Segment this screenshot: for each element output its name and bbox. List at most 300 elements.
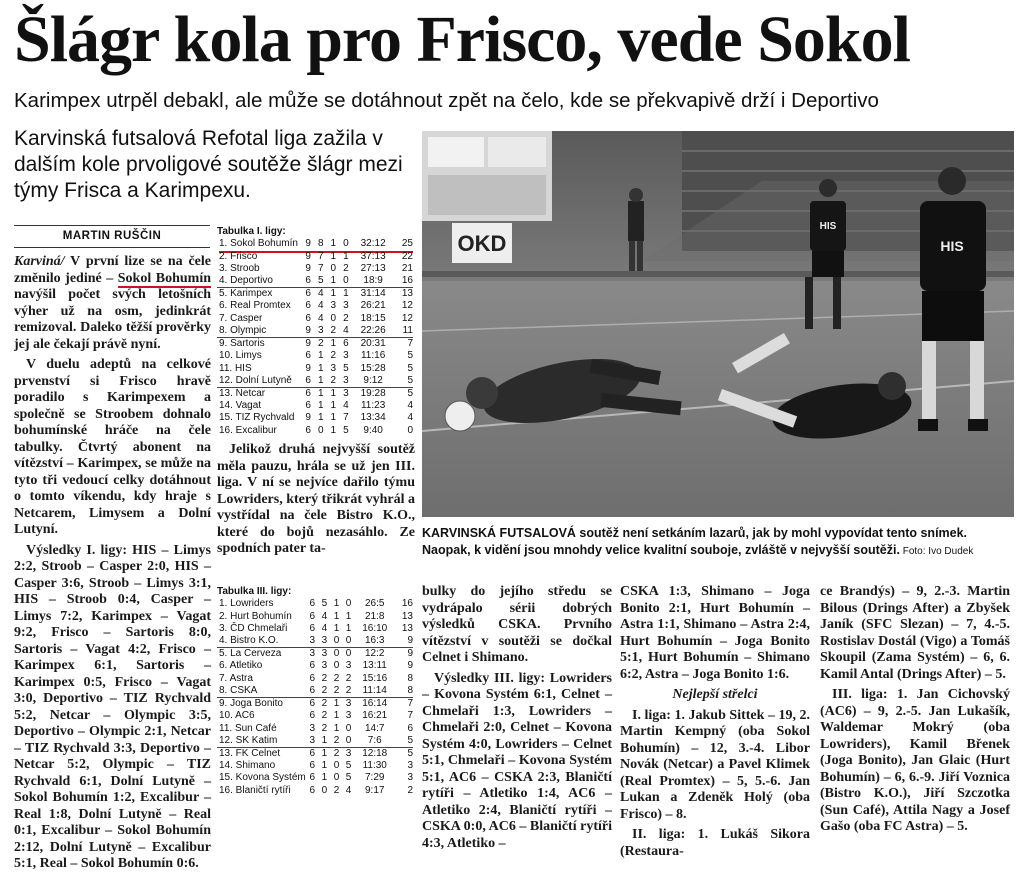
team-name: 5. Karimpex [219,288,273,300]
team-name: 14. Vagat [219,399,262,411]
team-name: 14. Shimano [219,759,276,771]
losses: 3 [340,375,353,388]
played: 6 [305,387,311,399]
draws: 1 [330,412,337,424]
author-byline: MARTIN RUŠČIN [62,230,162,242]
table-row [217,412,413,424]
losses: 5 [343,362,349,374]
team-name: 12. Dolní Lutyně [217,375,302,388]
table-3-title: Tabulka III. ligy: [217,586,292,597]
team-name: 11. Sun Café [219,722,277,734]
article-column-1 [14,254,211,873]
score: 12:18 [362,747,388,759]
wins: 5 [314,275,327,288]
draws: 2 [333,747,340,759]
score: 11:14 [355,685,395,698]
wins: 2 [321,672,328,684]
team-name: 7. Astra [219,672,253,684]
table-row [217,648,413,661]
losses: 3 [343,300,349,312]
losses: 1 [345,610,352,622]
team-name: 12. SK Katim [217,735,306,748]
played: 9 [305,262,311,274]
played: 6 [305,350,311,362]
table-row [217,772,413,784]
score: 16:3 [355,635,395,648]
lead-text-b: navýšil počet svých letošních výher už na osm, jedinkrát remizoval. Daleko těžší prověrky jej ale čekají právě nyní. [14,287,211,352]
team-name: 1. Sokol Bohumín [219,238,298,250]
points: 8 [395,685,413,698]
draws: 1 [327,275,340,288]
scorers-league-3 [820,687,1010,836]
losses: 3 [345,710,352,722]
table-row [217,785,413,797]
wins: 1 [317,350,324,362]
score: 16:14 [362,697,388,709]
played: 6 [305,424,311,436]
scorers-text-1: 1. Jakub Sittek – 19, 2. Martin Kempný (oba Sokol Bohumín) – 12, 3.-4. Libor Novák (Netcar) a Pavel Klimek (Real Promtex) – 5, 5.-6. Jan Lukan a Zdeněk Holý (oba Frisco) – 8. [620,707,811,822]
played: 6 [305,399,311,411]
wins: 1 [317,362,324,374]
score: 16:10 [362,622,388,634]
points: 2 [407,784,413,796]
points: 21 [401,262,413,274]
draws: 2 [333,672,340,684]
jersey-text-middle: HIS [819,221,837,232]
score: 37:13 [360,250,386,262]
score: 7:6 [355,735,395,748]
points: 4 [407,399,413,411]
results-league-1 [14,543,211,873]
draws: 1 [330,424,337,436]
score: 32:12 [360,238,386,250]
table-row [217,697,413,710]
points: 9 [407,648,413,660]
paragraph-2: V duelu adeptů na celkové prvenství si Frisco hravě poradilo s Karimpexem a společně se Stroobem dohnalo bohumínské hráče na čele tabulky. Čtvrtý abonent na vítězství – Karimpex, se může na tyto tři vedoucí celky dotáhnout o tomto víkendu, kdy hraje s Netcarem, Limysem a Dolní Lutyní. [14,357,211,537]
wins: 2 [321,697,328,709]
losses: 4 [343,399,349,411]
team-name: 7. Casper [219,312,263,324]
losses: 0 [345,722,352,734]
team-name: 5. La Cerveza [219,648,282,660]
score: 18:15 [360,312,386,324]
table-row [217,263,413,275]
draws: 0 [330,262,337,274]
score: 9:17 [365,784,385,796]
table-row [217,685,413,698]
draws: 1 [333,722,340,734]
points: 12 [401,300,413,312]
table-row [217,635,413,648]
draws: 0 [333,660,340,672]
score: 13:11 [362,660,387,672]
wins: 2 [318,685,330,698]
wins: 4 [317,312,324,324]
played: 9 [305,362,311,374]
played: 6 [309,697,316,709]
score: 15:28 [360,362,386,374]
headline: Šlágr kola pro Frisco, vede Sokol [14,3,910,76]
draws: 1 [330,387,337,399]
scorers-league-2 [620,827,810,860]
score: 15:16 [362,672,388,684]
caption-lead: KARVINSKÁ FUTSALOVÁ [422,526,576,540]
draws: 2 [330,685,342,698]
points: 3 [407,759,413,771]
table-row [217,288,413,301]
scorers-label-3: III. liga: [832,687,888,702]
table-row [217,747,413,760]
played: 9 [305,238,311,250]
draws: 0 [333,759,340,771]
losses: 6 [343,337,349,349]
team-name: 13. Netcar [219,387,266,399]
played: 6 [302,375,315,388]
highlighted-team: Sokol Bohumín [117,270,211,286]
table-row [217,760,413,772]
losses: 1 [343,250,349,262]
draws: 0 [333,772,340,784]
table-row [217,660,413,672]
losses: 2 [345,672,352,684]
points: 5 [395,735,413,748]
points: 13 [401,288,413,300]
draws: 1 [330,288,337,300]
table-row [217,300,413,312]
table-row [217,375,413,388]
team-name: 16. Blaničtí rytíři [219,784,291,796]
draws: 1 [333,598,340,610]
losses: 3 [343,350,349,362]
played: 3 [309,648,316,660]
losses: 0 [343,735,355,748]
score: 26:5 [365,598,385,610]
standings-table-league-1 [217,238,413,437]
played: 9 [302,325,315,338]
table-row [217,313,413,325]
table-row [217,337,413,350]
table-row [217,610,413,622]
wins: 1 [314,375,327,388]
points: 9 [395,635,413,648]
scorers-label-1: I. liga: [632,707,671,723]
draws: 2 [333,784,340,796]
played: 6 [305,300,311,312]
score: 11:16 [360,350,386,362]
scorers-label-2: II. liga: [632,827,686,842]
losses: 2 [343,262,349,274]
standings-table-league-3 [217,598,413,797]
article-column-4 [620,584,810,860]
points: 5 [407,350,413,362]
score: 27:13 [360,262,386,274]
team-name: 6. Atletiko [219,660,263,672]
losses: 5 [345,772,352,784]
played: 6 [309,747,316,759]
caption-text: soutěž není setkáním lazarů, jak by mohl vypovídat tento snímek. Naopak, k vidění jsou mnohdy velice kvalitní souboje, zvláště v nejvyšší soutěži. [422,526,968,557]
wins: 1 [317,387,324,399]
wins: 1 [321,747,328,759]
draws: 2 [330,350,337,362]
team-name: 4. Deportivo [217,275,302,288]
photo-caption [422,525,1014,560]
team-name: 10. Limys [219,350,262,362]
futsal-photo [422,131,1014,517]
score: 20:31 [360,337,386,349]
played: 6 [305,312,311,324]
draws: 1 [330,250,337,262]
wins: 2 [317,337,324,349]
played: 6 [309,672,316,684]
score: 18:9 [352,275,394,288]
draws: 2 [330,735,342,748]
team-name: 2. Frisco [219,250,258,262]
score: 26:21 [360,300,386,312]
paragraph-4: bulky do jejího středu se vydrápalo sérii dobrých výsledků CSKA. Prvního vítězství v soutěži se dočkal Celnet i Shimano. [422,584,612,665]
losses: 2 [343,312,349,324]
wins: 3 [314,325,327,338]
team-name: 8. CSKA [217,685,306,698]
wins: 7 [317,250,324,262]
scorers-heading: Nejlepší střelci [672,687,758,702]
table-1-title: Tabulka I. ligy: [217,226,286,237]
paragraph-5: CSKA 1:3, Shimano – Joga Bonito 2:1, Hurt Bohumín – Astra 1:1, Shimano – Astra 2:4, Hurt Bohumín – Joga Bonito 5:1, Hurt Bohumín – Shimano 6:2, Astra – Joga Bonito 1:6. [620,584,810,682]
played: 9 [305,412,311,424]
score: 11:30 [362,759,387,771]
draws: 1 [330,238,337,250]
byline-rule-top [14,225,210,226]
points: 0 [407,424,413,436]
paragraph-3: Jelikož druhá nejvyšší soutěž měla pauzu, hrála se už jen III. liga. V ní se nejvíce dařilo týmu Lowriders, který třikrát vyhrál a vystřídal na čele Bistro K.O., které do bojů nezasáhlo. Ze spodních pater ta- [217,442,415,556]
losses: 1 [343,288,349,300]
table-row [217,623,413,635]
losses: 0 [345,598,352,610]
wins: 4 [321,610,328,622]
table-row [217,710,413,722]
losses: 3 [345,747,352,759]
wins: 1 [321,772,328,784]
played: 6 [305,288,311,300]
score: 12:2 [365,648,385,660]
team-name: 11. HIS [219,362,252,374]
wins: 4 [317,288,324,300]
points: 9 [407,660,413,672]
byline-rule-bottom [14,247,210,248]
draws: 0 [333,648,340,660]
score: 16:21 [362,710,388,722]
wins: 3 [318,635,330,648]
played: 6 [309,598,316,610]
team-name: 8. Olympic [217,325,302,338]
points: 8 [407,672,413,684]
draws: 2 [327,325,340,338]
points: 13 [401,622,413,634]
table-row [217,325,413,338]
results-text-3: Lowriders – Kovona Systém 6:1, Celnet – Chmelaři 1:3, Lowriders – Chmelaři 2:0, Celnet – Kovona Systém 4:0, Lowriders – Celnet 5:1, Chmelaři – Kovona Systém 5:1, AC6 – CSKA 2:3, Blaničtí rytíři – Atletiko 1:4, AC6 – Atletiko 2:4, Blaničtí rytíři – CSKA 0:0, AC6 – Blaničtí rytíři 4:3, Atletiko – [422,670,612,851]
table-row [217,425,413,437]
losses: 4 [345,784,352,796]
points: 7 [407,710,413,722]
played: 3 [306,635,318,648]
draws: 1 [333,622,340,634]
okd-banner-text: OKD [457,231,507,256]
team-name: 15. Kovona Systém [219,772,306,784]
draws: 1 [333,610,340,622]
score: 9:12 [352,375,394,388]
scorers-text-2: 1. Lukáš Sikora (Restaura- [620,827,810,859]
losses: 7 [343,412,349,424]
results-league-3 [422,671,612,853]
played: 6 [309,610,316,622]
points: 7 [407,337,413,349]
points: 7 [407,697,413,709]
wins: 0 [317,424,324,436]
played: 6 [309,660,316,672]
photo-illustration [422,131,1014,517]
played: 6 [302,275,315,288]
table-row [217,387,413,400]
wins: 0 [321,784,328,796]
score: 31:14 [360,288,386,300]
paragraph-6: ce Brandýs) – 9, 2.-3. Martin Bilous (Drings After) a Zbyšek Janík (SFC Slezan) – 7, 4.-5. Rostislav Dostál (Vigo) a Tomáš Skoupil (Zama Systém) – 6, 6. Kamil Antal (Drings After) – 5. [820,584,1010,682]
lead-text-a: V první lize se na čele změnilo jediné – [14,254,211,286]
wins: 2 [321,710,328,722]
played: 9 [305,250,311,262]
wins: 3 [321,648,328,660]
played: 6 [309,622,316,634]
wins: 5 [321,598,328,610]
draws: 0 [330,312,337,324]
photo-credit: Foto: Ivo Dudek [899,546,974,557]
played: 6 [306,685,318,698]
points: 25 [401,238,413,250]
points: 11 [394,325,413,338]
draws: 0 [330,635,342,648]
table-row [217,350,413,362]
article-column-2 [217,438,415,558]
losses: 3 [345,660,352,672]
dateline: Karviná/ [14,254,65,269]
wins: 8 [317,238,324,250]
draws: 1 [330,337,337,349]
team-name: 9. Sartoris [219,337,265,349]
score: 22:26 [352,325,394,338]
wins: 1 [321,759,328,771]
table-row [217,238,413,250]
points: 5 [407,387,413,399]
team-name: 6. Real Promtex [219,300,291,312]
lead-paragraph [14,254,211,353]
score: 7:29 [365,772,385,784]
team-name: 3. ČD Chmelaři [219,622,288,634]
results-label: Výsledky I. ligy: [26,542,127,558]
played: 6 [309,759,316,771]
losses: 0 [343,238,349,250]
team-name: 2. Hurt Bohumín [219,610,292,622]
wins: 3 [321,660,328,672]
losses: 3 [345,697,352,709]
played: 9 [305,337,311,349]
points: 16 [401,598,413,610]
subheadline: Karimpex utrpěl debakl, ale může se dotáhnout zpět na čelo, kde se překvapivě drží i Deportivo [14,89,879,112]
scorers-league-1 [620,708,810,824]
team-name: 9. Joga Bonito [219,697,283,709]
results-label-3: Výsledky III. ligy: [434,670,546,686]
article-column-5 [820,584,1010,836]
table-row [217,722,413,734]
team-name: 15. TIZ Rychvald [219,412,295,424]
losses: 0 [340,275,353,288]
losses: 4 [340,325,353,338]
table-row [217,362,413,374]
losses: 0 [343,635,355,648]
score: 9:40 [363,424,383,436]
losses: 1 [345,622,352,634]
losses: 5 [343,424,349,436]
losses: 5 [345,759,352,771]
team-name: 1. Lowriders [219,598,274,610]
points: 3 [407,772,413,784]
draws: 3 [330,362,337,374]
wins: 7 [317,262,324,274]
team-name: 3. Stroob [219,262,260,274]
scorers-text-3: 1. Jan Cichovský (AC6) – 9, 2.-5. Jan Lukašík, Waldemar Mokrý (oba Lowriders), Kamil Břenek (Joga Bonito), Jan Glaic (Hurt Bohumín) – 6, 6.-9. Jiří Voznica (Bistro K.O.), Jiří Szczotka (Sun Café), Attila Nagy a Josef Gašo (oba FC Astra) – 5. [820,687,1010,834]
played: 3 [306,735,318,748]
losses: 3 [343,387,349,399]
team-name: 16. Excalibur [219,424,277,436]
wins: 1 [317,412,324,424]
points: 6 [407,722,413,734]
wins: 1 [318,735,330,748]
table-row [217,598,413,610]
team-name: 4. Bistro K.O. [217,635,306,648]
table-row [217,275,413,288]
draws: 1 [333,697,340,709]
losses: 2 [343,685,355,698]
points: 13 [401,610,413,622]
wins: 4 [317,300,324,312]
draws: 1 [333,710,340,722]
team-name: 13. FK Celnet [219,747,281,759]
draws: 1 [330,399,337,411]
points: 4 [407,412,413,424]
wins: 1 [317,399,324,411]
points: 5 [407,362,413,374]
losses: 0 [345,648,352,660]
played: 3 [309,722,316,734]
points: 12 [401,312,413,324]
score: 13:34 [360,412,386,424]
points: 16 [394,275,413,288]
draws: 2 [327,375,340,388]
table-row [217,735,413,748]
played: 6 [309,710,316,722]
score: 19:28 [360,387,386,399]
table-row [217,400,413,412]
wins: 2 [321,722,328,734]
played: 6 [309,784,316,796]
jersey-text-right: HIS [940,238,964,254]
points: 5 [394,375,413,388]
team-name: 10. AC6 [219,710,255,722]
wins: 4 [321,622,328,634]
article-column-3 [422,584,612,852]
score: 11:23 [360,399,386,411]
table-row [217,673,413,685]
score: 21:8 [365,610,385,622]
table-row [217,250,413,262]
results-text: HIS – Limys 2:2, Stroob – Casper 2:0, HIS – Casper 3:6, Stroob – Limys 3:1, HIS – Stroob 0:4, Casper – Limys 7:2, Karimpex – Vagat 9:2, Frisco – Sartoris 8:0, Sartoris – Vagat 4:2, Frisco – Karimpex 6:1, Sartoris – Karimpex 0:5, Frisco – Vagat 3:0, Deportivo – TIZ Rychvald 5:2, Netcar – Olympic 3:5, Deportivo – Olympic 2:1, Netcar – TIZ Rychvald 3:3, Deportivo – Netcar 5:2, Olympic – TIZ Rychvald 6:1, Dolní Lutyně – Sokol Bohumín 1:2, Excalibur – Real 1:8, Dolní Lutyně – Real 0:1, Excalibur – Sokol Bohumín 2:12, Dolní Lutyně – Excalibur 5:1, Real – Sokol Bohumín 0:6. [14,542,212,871]
